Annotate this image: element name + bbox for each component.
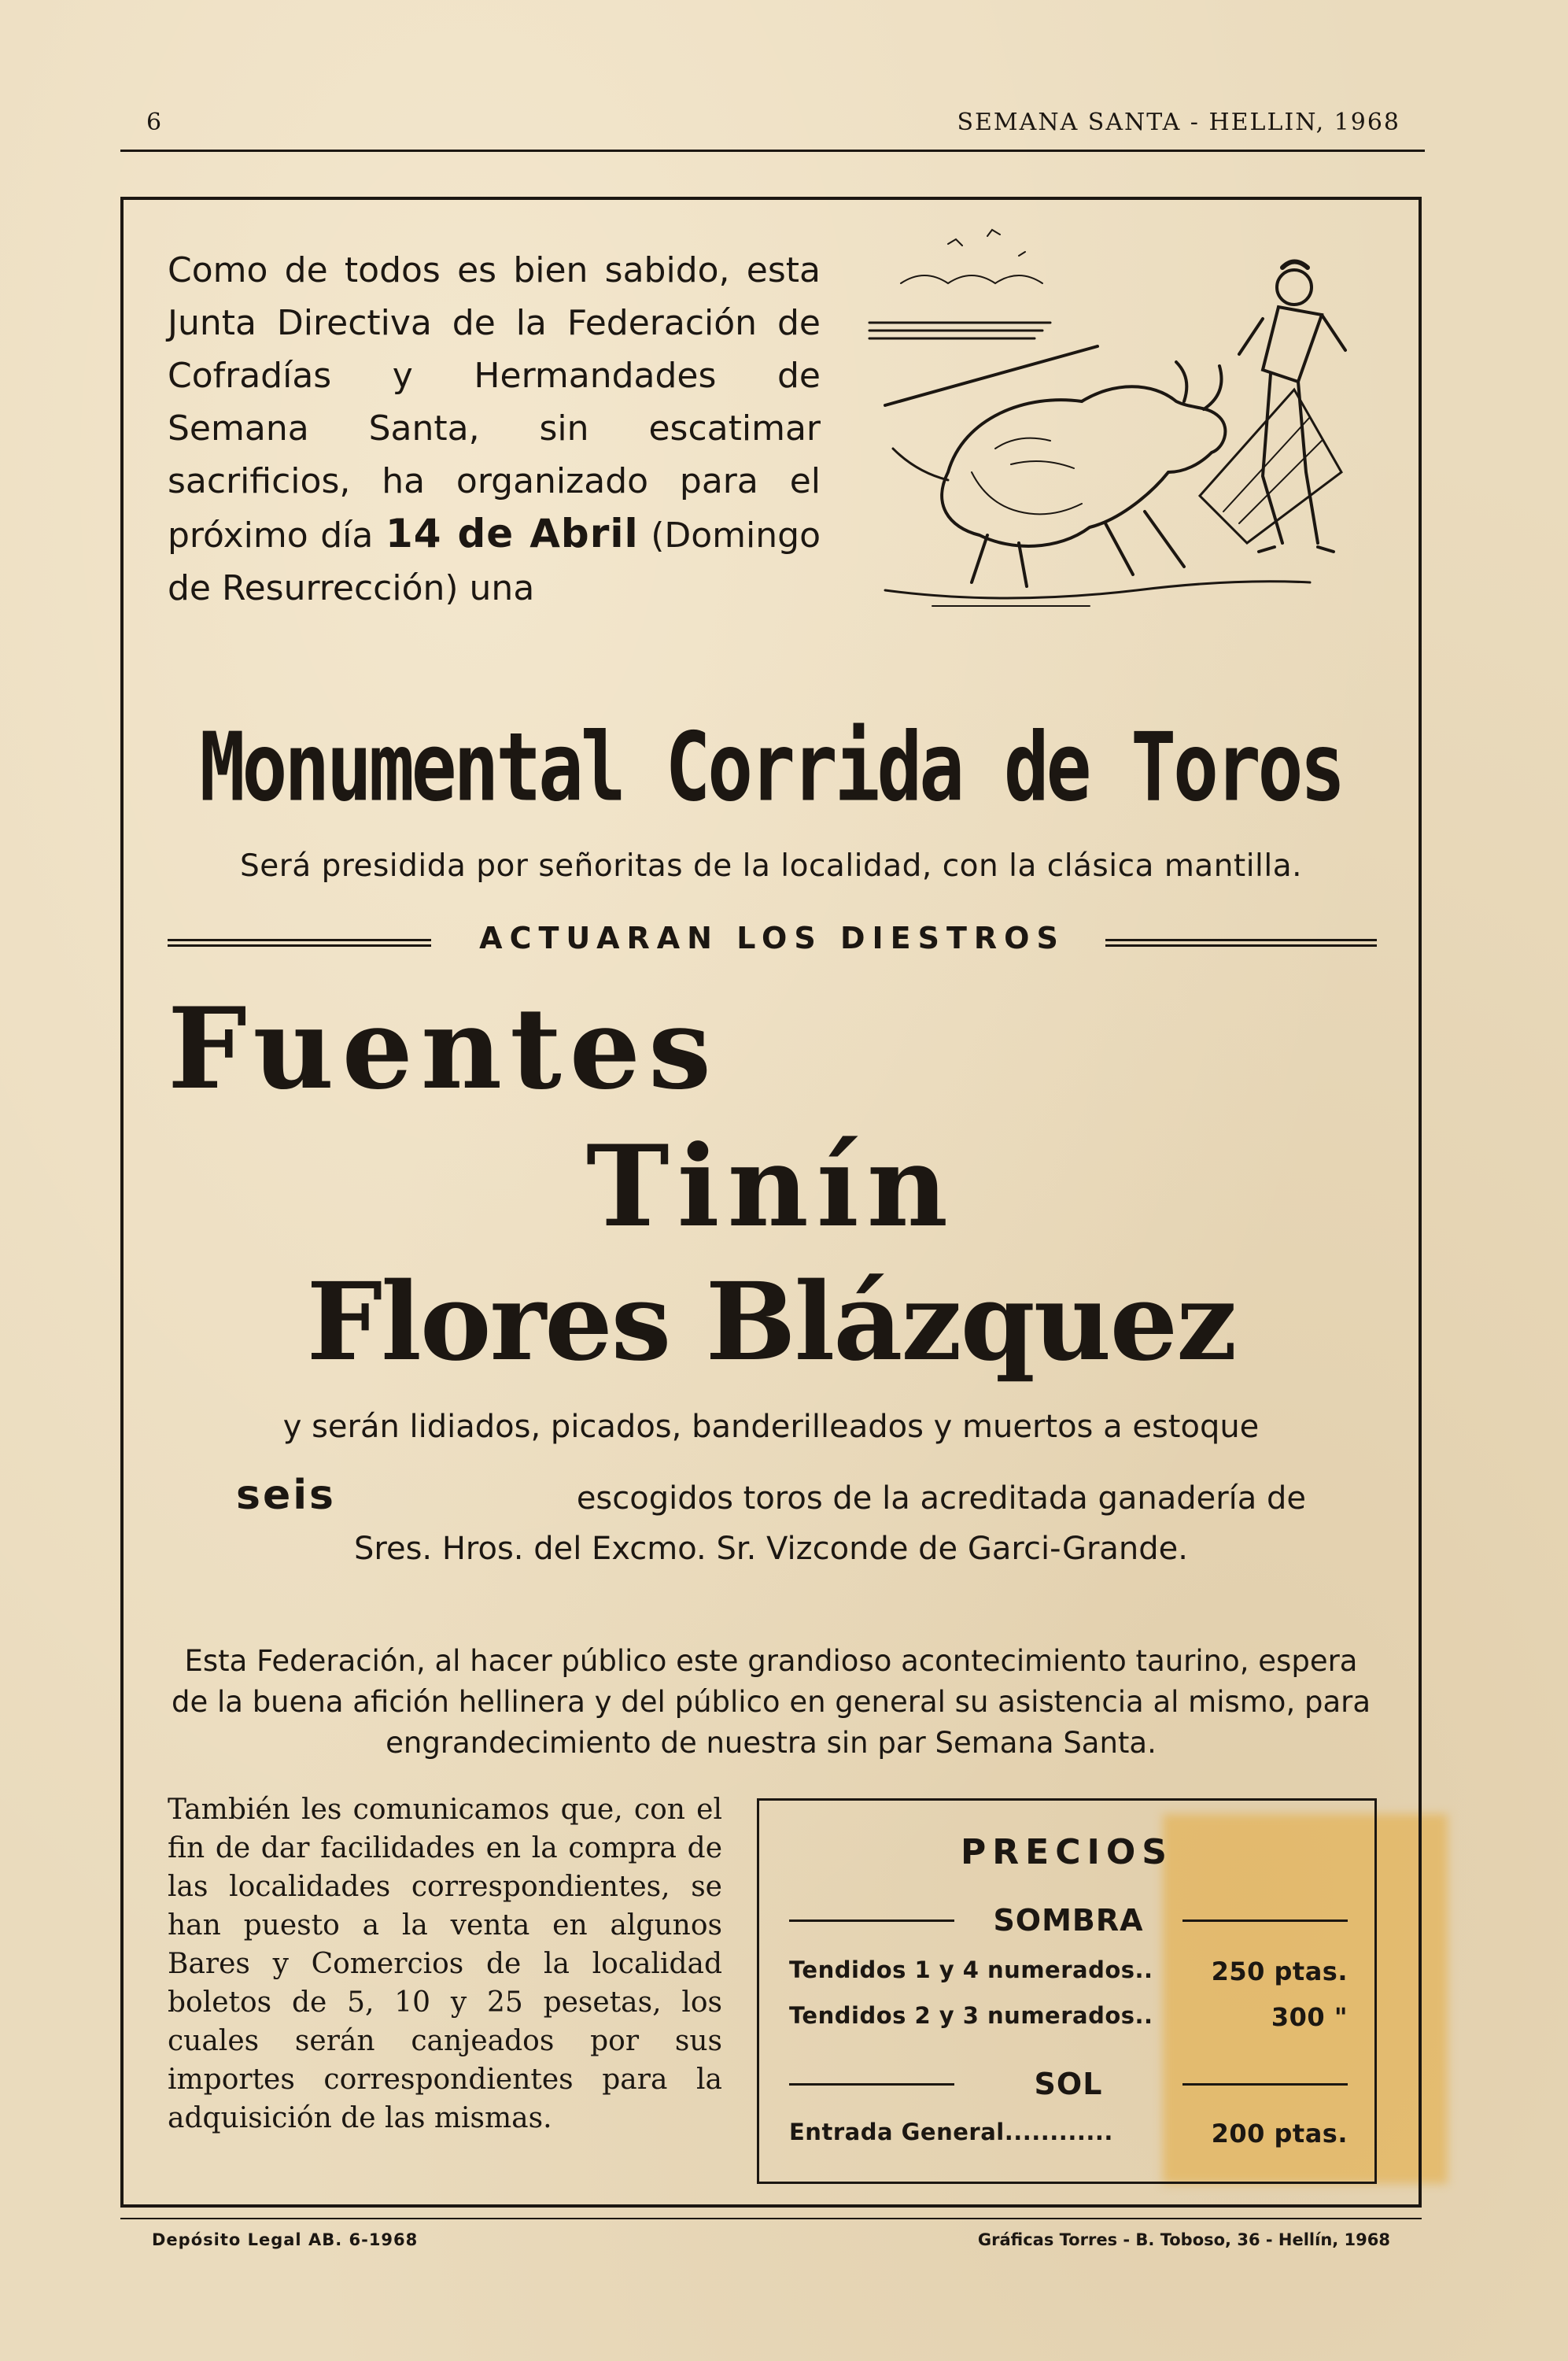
price-value: 250 ptas. (1211, 1956, 1348, 1986)
rule (789, 1919, 954, 1922)
page-number: 6 (146, 109, 163, 136)
federacion-paragraph: Esta Federación, al hacer público este grandioso acontecimiento taurino, espera de la buena afición hellinera y del público en general su asistencia al mismo, para engrandecimiento de nuestra sin par Semana Santa. (171, 1644, 1371, 1760)
toros-line-3: Sres. Hros. del Excmo. Sr. Vizconde de Garci-Grande. (354, 1531, 1188, 1567)
diestros-heading: ACTUARAN LOS DIESTROS (479, 921, 1065, 955)
matador-1: Fuentes (168, 984, 720, 1114)
bullfight-illustration (854, 212, 1377, 637)
toros-line-2 (236, 1472, 1306, 1519)
precios-box (757, 1798, 1377, 2184)
rule (789, 2083, 954, 2086)
toros-line-2-text: escogidos toros de la acreditada ganadería de (576, 1480, 1306, 1517)
double-rule-right (1105, 939, 1377, 947)
price-row (789, 1956, 1348, 1986)
sombra-heading (789, 1903, 1348, 1938)
tambien-paragraph: También les comunicamos que, con el fin de dar facilidades en la compra de las localidades correspondientes, se han puesto a la venta en algunos Bares y Comercios de la localidad boletos de 5, 10 y 25 pesetas, los cuales serán canjeados por sus importes correspondientes para la adquisición de las mismas. (168, 1794, 722, 2134)
intro-text-before: Como de todos es bien sabido, esta Junta Directiva de la Federación de Cofradías y Hermandades de Semana Santa, sin escatimar sacrificios, ha organizado para el próximo día (168, 250, 821, 556)
precios-title: PRECIOS (961, 1832, 1173, 1872)
event-date: 14 de Abril (385, 511, 639, 556)
seis-word: seis (236, 1472, 336, 1519)
footer-rule (120, 2218, 1422, 2219)
rule (1182, 1919, 1348, 1922)
deposito-legal: Depósito Legal AB. 6-1968 (152, 2230, 419, 2249)
price-item: Entrada General............ (789, 2119, 1113, 2145)
event-title: Monumental Corrida de Toros (199, 712, 1343, 822)
toros-line-1: y serán lidiados, picados, banderilleados y muertos a estoque (282, 1409, 1260, 1445)
sol-label: SOL (1034, 2067, 1103, 2101)
price-item: Tendidos 1 y 4 numerados.. (789, 1956, 1153, 1983)
price-value: 200 ptas. (1211, 2119, 1348, 2149)
price-row (789, 2119, 1348, 2149)
price-value: 300 " (1271, 2002, 1348, 2032)
header-rule (120, 150, 1425, 152)
sol-heading (789, 2067, 1348, 2101)
printer-credit: Gráficas Torres - B. Toboso, 36 - Hellín, 1968 (977, 2230, 1390, 2249)
price-item: Tendidos 2 y 3 numerados.. (789, 2002, 1153, 2029)
double-rule-left (168, 939, 431, 947)
diestros-heading-row (168, 921, 1377, 968)
running-title: SEMANA SANTA - HELLIN, 1968 (957, 109, 1400, 136)
intro-paragraph (168, 244, 821, 615)
presided-line: Será presidida por señoritas de la localidad, con la clásica mantilla. (239, 848, 1303, 884)
rule (1182, 2083, 1348, 2086)
price-row (789, 2002, 1348, 2032)
matador-2: Tinín (585, 1121, 957, 1252)
matador-3: Flores Blázquez (306, 1259, 1236, 1385)
intro-text-after: (Domingo de Resurrección) una (168, 515, 821, 608)
sombra-label: SOMBRA (993, 1903, 1144, 1938)
